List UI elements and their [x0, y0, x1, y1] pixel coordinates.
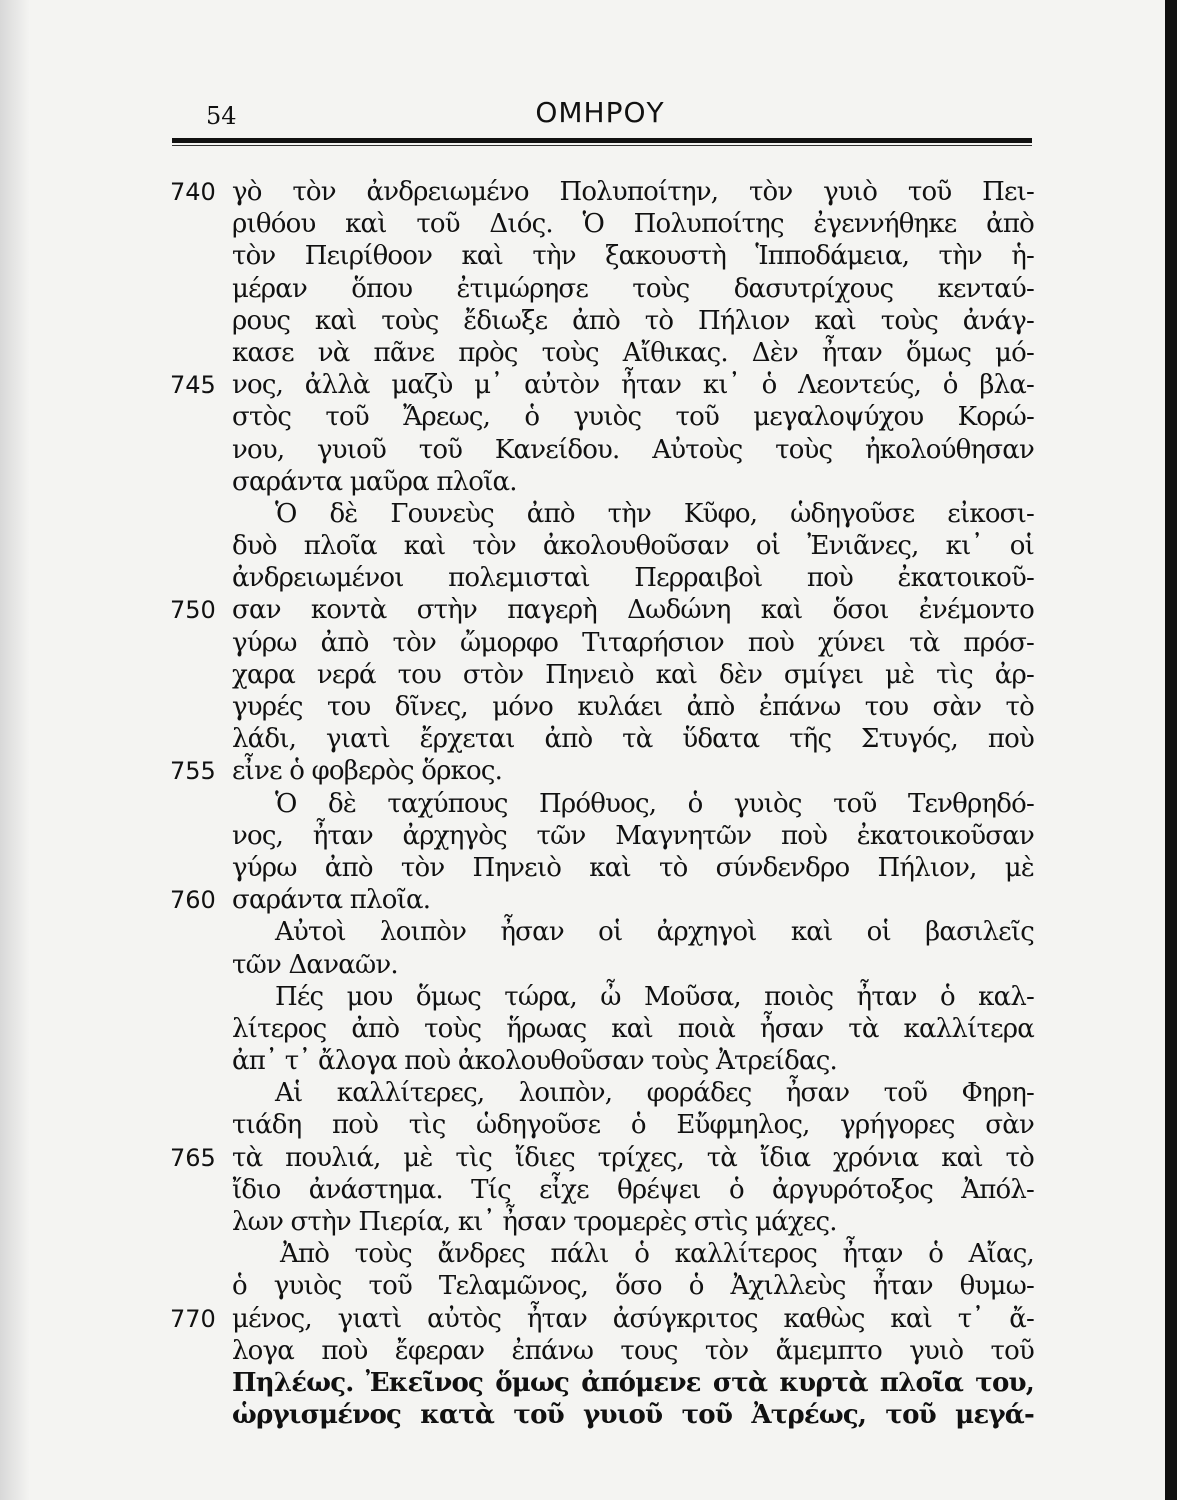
text-line [170, 1013, 1050, 1045]
text-line [170, 466, 1050, 498]
text-line [170, 723, 1050, 755]
header-rule-thin [172, 145, 1032, 146]
page-number: 54 [206, 102, 237, 130]
line-text: σαράντα πλοῖα. [232, 885, 431, 916]
line-text: σαν κοντὰ στὴν παγερὴ Δωδώνη καὶ ὅσοι ἐνέμοντο [232, 595, 1034, 626]
text-line [170, 208, 1050, 240]
line-text: Ἀπὸ τοὺς ἄνδρες πάλι ὁ καλλίτερος ἦταν ὁ Αἴας, [280, 1239, 1034, 1270]
text-line [170, 562, 1050, 594]
line-text: ὡργισμένος κατὰ τοῦ γυιοῦ τοῦ Ἀτρέως, τοῦ μεγά- [232, 1400, 1034, 1431]
line-text: νου, γυιοῦ τοῦ Κανείδου. Αὐτοὺς τοὺς ἠκολούθησαν [232, 434, 1034, 465]
line-number: 765 [170, 1143, 216, 1172]
text-line [170, 788, 1050, 820]
text-line [170, 337, 1050, 369]
line-text: ἀνδρειωμένοι πολεμισταὶ Περραιβοὶ ποὺ ἐκατοικοῦ- [232, 563, 1034, 594]
line-text: νος, ἀλλὰ μαζὺ μ᾽ αὐτὸν ἦταν κι᾽ ὁ Λεοντεύς, ὁ βλα- [232, 370, 1034, 401]
text-line [170, 820, 1050, 852]
line-text: τιάδη ποὺ τὶς ὡδηγοῦσε ὁ Εὔφμηλος, γρήγορες σὰν [232, 1110, 1034, 1141]
line-text: ρους καὶ τοὺς ἔδιωξε ἀπὸ τὸ Πήλιον καὶ τοὺς ἀνάγ- [232, 305, 1034, 336]
line-text: Αὐτοὶ λοιπὸν ἦσαν οἱ ἀρχηγοὶ καὶ οἱ βασιλεῖς [275, 917, 1034, 948]
text-line [170, 273, 1050, 305]
text-line [170, 1270, 1050, 1302]
line-text: δυὸ πλοῖα καὶ τὸν ἀκολουθοῦσαν οἱ Ἐνιᾶνες, κι᾽ οἱ [232, 531, 1034, 562]
text-line [170, 498, 1050, 530]
text-line [170, 1142, 1050, 1174]
line-text: σαράντα μαῦρα πλοῖα. [232, 466, 517, 497]
line-text: ἴδιο ἀνάστημα. Τίς εἶχε θρέψει ὁ ἀργυρότοξος Ἀπόλ- [232, 1174, 1034, 1205]
page-title: ΟΜΗΡΟΥ [535, 96, 665, 129]
line-text: μένος, γιατὶ αὐτὸς ἦταν ἀσύγκριτος καθὼς καὶ τ᾽ ἄ- [232, 1303, 1034, 1334]
text-line [170, 659, 1050, 691]
line-text: Πηλέως. Ἐκεῖνος ὅμως ἀπόμενε στὰ κυρτὰ πλοῖα του, [232, 1367, 1034, 1398]
text-line [170, 691, 1050, 723]
text-line [170, 1109, 1050, 1141]
text-line [170, 176, 1050, 208]
line-number: 770 [170, 1304, 216, 1333]
line-number: 745 [170, 371, 216, 400]
line-text: λίτερος ἀπὸ τοὺς ἥρωας καὶ ποιὰ ἦσαν τὰ καλλίτερα [232, 1013, 1034, 1044]
line-text: λογα ποὺ ἔφεραν ἐπάνω τους τὸν ἄμεμπτο γυιὸ τοῦ [232, 1335, 1034, 1366]
text-line [170, 1077, 1050, 1109]
text-line [170, 981, 1050, 1013]
text-line [170, 1174, 1050, 1206]
text-line [170, 627, 1050, 659]
text-line [170, 1367, 1050, 1399]
line-text: γυρές του δῖνες, μόνο κυλάει ἀπὸ ἐπάνω του σὰν τὸ [232, 692, 1034, 722]
text-line [170, 1399, 1050, 1431]
line-text: γὸ τὸν ἀνδρειωμένο Πολυποίτην, τὸν γυιὸ τοῦ Πει- [232, 177, 1034, 207]
running-head [170, 96, 1030, 136]
text-line [170, 594, 1050, 626]
text-line [170, 305, 1050, 337]
page-left-edge [0, 0, 30, 1500]
line-text: Ὁ δὲ ταχύπους Πρόθυος, ὁ γυιὸς τοῦ Τενθρηδό- [275, 788, 1034, 819]
line-number: 755 [170, 757, 216, 786]
line-text: γύρω ἀπὸ τὸν ὤμορφο Τιταρήσιον ποὺ χύνει τὰ πρόσ- [232, 627, 1034, 658]
header-rule [172, 138, 1032, 143]
text-line [170, 1303, 1050, 1335]
text-line [170, 916, 1050, 948]
text-line [170, 240, 1050, 272]
line-text: λων στὴν Πιερία, κι᾽ ἦσαν τρομερὲς στὶς μάχες. [232, 1207, 837, 1237]
line-number: 760 [170, 886, 216, 915]
line-text: Ὁ δὲ Γουνεὺς ἀπὸ τὴν Κῦφο, ὡδηγοῦσε εἰκοσι- [275, 498, 1034, 529]
page-right-edge [1165, 0, 1177, 1500]
line-text: ριθόου καὶ τοῦ Διός. Ὁ Πολυποίτης ἐγεννήθηκε ἀπὸ [232, 209, 1034, 240]
line-text: γύρω ἀπὸ τὸν Πηνειὸ καὶ τὸ σύνδενδρο Πήλιον, μὲ [232, 852, 1034, 883]
text-line [170, 1238, 1050, 1270]
text-line [170, 530, 1050, 562]
line-text: στὸς τοῦ Ἄρεως, ὁ γυιὸς τοῦ μεγαλοψύχου Κορώ- [232, 402, 1034, 433]
line-text: εἶνε ὁ φοβερὸς ὅρκος. [232, 756, 503, 787]
line-text: Αἱ καλλίτερες, λοιπὸν, φοράδες ἦσαν τοῦ Φηρη- [275, 1078, 1034, 1109]
text-line [170, 369, 1050, 401]
text-block [170, 176, 1050, 1431]
line-text: τὸν Πειρίθοον καὶ τὴν ξακουστὴ Ἱπποδάμεια, τὴν ἡ- [232, 241, 1034, 272]
text-line [170, 884, 1050, 916]
line-text: κασε νὰ πᾶνε πρὸς τοὺς Αἴθικας. Δὲν ἦταν ὅμως μό- [232, 337, 1034, 368]
line-text: λάδι, γιατὶ ἔρχεται ἀπὸ τὰ ὕδατα τῆς Στυγός, ποὺ [232, 724, 1034, 755]
text-line [170, 852, 1050, 884]
line-text: τὰ πουλιά, μὲ τὶς ἴδιες τρίχες, τὰ ἴδια χρόνια καὶ τὸ [232, 1142, 1034, 1173]
line-number: 750 [170, 596, 216, 625]
text-line [170, 949, 1050, 981]
line-text: τῶν Δαναῶν. [232, 949, 398, 980]
line-text: μέραν ὅπου ἐτιμώρησε τοὺς δασυτρίχους κενταύ- [232, 273, 1034, 304]
line-text: Πές μου ὅμως τώρα, ὦ Μοῦσα, ποιὸς ἦταν ὁ καλ- [275, 981, 1034, 1012]
line-number: 740 [170, 178, 216, 206]
text-line [170, 1335, 1050, 1367]
line-text: χαρα νερά του στὸν Πηνειὸ καὶ δὲν σμίγει μὲ τὶς ἀρ- [232, 659, 1034, 690]
text-line [170, 1206, 1050, 1238]
line-text: ἀπ᾽ τ᾽ ἄλογα ποὺ ἀκολουθοῦσαν τοὺς Ἀτρείδας. [232, 1046, 837, 1077]
text-line [170, 1045, 1050, 1077]
text-line [170, 755, 1050, 787]
line-text: νος, ἦταν ἀρχηγὸς τῶν Μαγνητῶν ποὺ ἐκατοικοῦσαν [232, 820, 1034, 851]
line-text: ὁ γυιὸς τοῦ Τελαμῶνος, ὅσο ὁ Ἀχιλλεὺς ἦταν θυμω- [232, 1271, 1034, 1302]
text-line [170, 434, 1050, 466]
text-line [170, 401, 1050, 433]
